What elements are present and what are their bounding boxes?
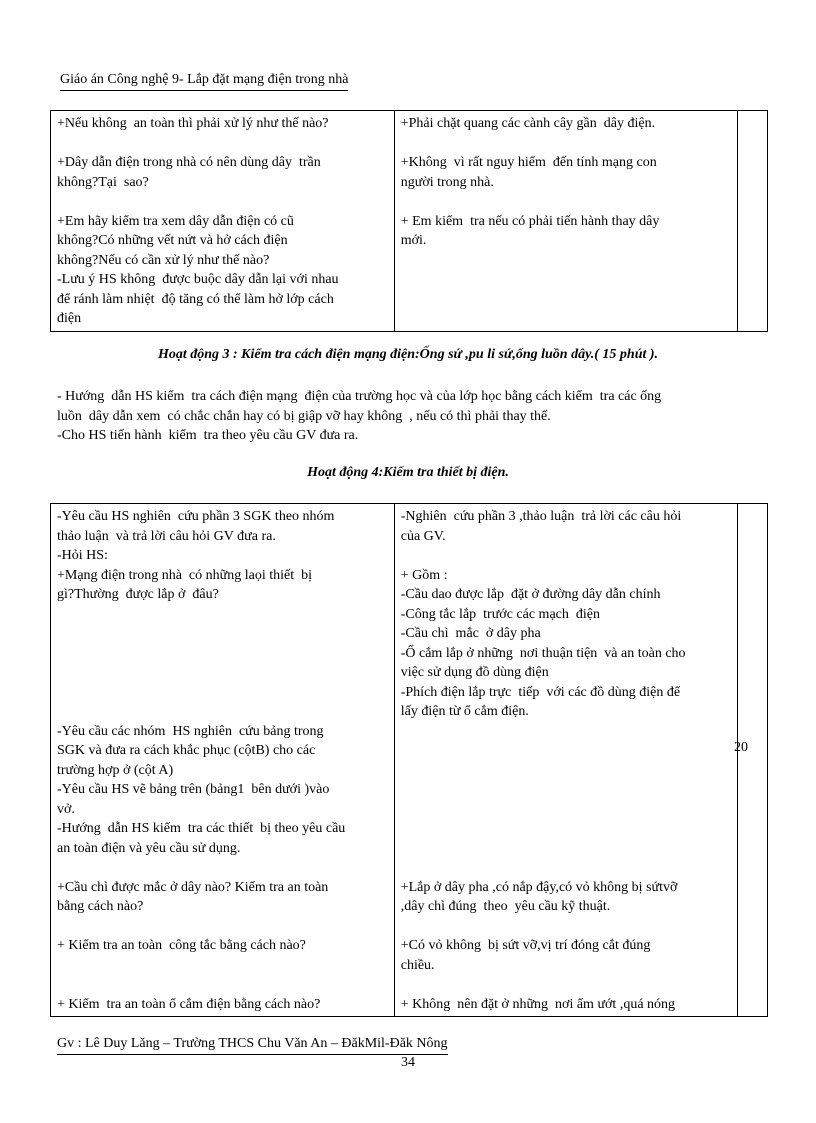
text-line: [401, 858, 732, 878]
text-line: -Yêu cầu HS vẽ bảng trên (bảng1 bên dưới )vào: [57, 782, 330, 797]
activity-3-heading: Hoạt động 3 : Kiểm tra cách điện mạng điện:Ống sứ ,pu li sứ,ống luồn dây.( 15 phút ).: [157, 347, 659, 362]
text-line: -Yêu cầu HS nghiên cứu phần 3 SGK theo nhóm: [57, 509, 335, 524]
time-cell: [738, 504, 768, 1017]
text-line: +Không vì rất nguy hiểm đến tính mạng con: [400, 155, 657, 170]
text-line: + Kiểm tra an toàn công tắc bằng cách nào?: [57, 938, 306, 953]
lesson-table-2: [50, 503, 768, 1017]
teacher-activity-lines: [57, 114, 388, 329]
text-line: -Hướng dẫn HS kiểm tra các thiết bị theo yêu cầu: [57, 821, 346, 836]
page-number: 34: [401, 1055, 415, 1070]
student-activity-lines: [401, 114, 732, 251]
text-line: + Không nên đặt ở những nơi ẩm ướt ,quá nóng: [400, 996, 676, 1012]
text-line: [57, 663, 388, 683]
text-line: +Em hãy kiểm tra xem dây dẫn điện có cũ: [57, 213, 294, 229]
text-line: [57, 683, 388, 703]
text-line: +Dây dẫn điện trong nhà có nên dùng dây trần: [57, 155, 321, 170]
text-line: [401, 839, 732, 859]
text-line: + Kiểm tra an toàn ổ cắm điện bằng cách nào?: [57, 996, 321, 1012]
text-line: điện: [57, 311, 82, 326]
text-line: -Hỏi HS:: [57, 548, 108, 563]
teacher-activity-cell: [51, 504, 395, 1017]
text-line: [401, 134, 732, 154]
page-header: Giáo án Công nghệ 9- Lắp đặt mạng điện trong nhà: [60, 72, 348, 91]
activity-4-heading: Hoạt động 4:Kiểm tra thiết bị điện.: [307, 465, 509, 480]
lesson-table-1: [50, 110, 768, 332]
text-line: [57, 917, 388, 937]
text-line: [57, 624, 388, 644]
text-line: không?Nếu có cần xử lý như thế nào?: [57, 252, 270, 268]
text-line: [401, 917, 732, 937]
text-line: +Phải chặt quang các cành cây gần dây điện.: [400, 116, 656, 131]
teacher-activity-lines: [57, 507, 388, 1014]
text-line: [57, 644, 388, 664]
student-activity-lines: [401, 507, 732, 1014]
text-line: [57, 858, 388, 878]
text-line: [57, 702, 388, 722]
text-line: -Cho HS tiến hành kiểm tra theo yêu cầu GV đưa ra.: [57, 428, 359, 443]
text-line: + Em kiểm tra nếu có phải tiến hành thay dây: [400, 213, 660, 229]
text-line: [57, 956, 388, 976]
text-line: của GV.: [400, 528, 446, 544]
text-line: -Ổ cắm lắp ở những nơi thuận tiện và an toàn cho: [400, 645, 686, 661]
text-line: gì?Thường được lắp ở đâu?: [57, 587, 219, 602]
text-line: mới.: [400, 233, 427, 248]
text-line: - Hướng dẫn HS kiểm tra cách điện mạng điện của trường học và của lớp học bằng cách kiểm tra các ống: [57, 389, 662, 404]
text-line: [401, 546, 732, 566]
text-line: thảo luận và trả lời câu hỏi GV đưa ra.: [57, 528, 276, 544]
text-line: -Công tắc lắp trước các mạch điện: [400, 606, 600, 622]
text-line: bằng cách nào?: [57, 899, 144, 914]
text-line: [401, 800, 732, 820]
text-line: [401, 761, 732, 781]
text-line: +Có vỏ không bị sứt vỡ,vị trí đóng cắt đúng: [400, 938, 651, 953]
text-line: [401, 722, 732, 742]
text-line: luồn dây dẫn xem có chắc chắn hay có bị giập vỡ hay không , nếu có thì phải thay thế.: [57, 408, 551, 424]
text-line: trường hợp ở (cột A): [57, 762, 174, 778]
text-line: [401, 975, 732, 995]
text-line: +Lắp ở dây pha ,có nắp đậy,có vỏ không bị sứtvỡ: [400, 879, 678, 895]
text-line: [57, 975, 388, 995]
text-line: -Nghiên cứu phần 3 ,thảo luận trả lời các câu hỏi: [400, 509, 682, 524]
time-minutes: 20: [734, 740, 748, 755]
text-line: việc sử dụng đồ dùng điện: [400, 665, 549, 680]
time-cell: [738, 111, 768, 332]
text-line: +Nếu không an toàn thì phải xử lý như thế nào?: [57, 116, 329, 131]
text-line: -Cầu dao được lắp đặt ở đường dây dẫn chính: [400, 587, 661, 602]
activity-3-text: [57, 387, 757, 446]
text-line: không?Có những vết nứt và hở cách điện: [57, 233, 288, 248]
text-line: lấy điện từ ổ cắm điện.: [400, 704, 529, 719]
teacher-activity-cell: [51, 111, 395, 332]
text-line: an toàn điện và yêu cầu sử dụng.: [57, 840, 241, 856]
page-footer: Gv : Lê Duy Lăng – Trường THCS Chu Văn An – ĐăkMil-Đăk Nông: [57, 1036, 448, 1055]
text-line: [401, 780, 732, 800]
student-activity-cell: [394, 111, 738, 332]
text-line: để ránh làm nhiệt độ tăng có thể làm hở lớp cách: [57, 291, 334, 307]
text-line: [401, 192, 732, 212]
student-activity-cell: [394, 504, 738, 1017]
text-line: [401, 741, 732, 761]
text-line: [57, 605, 388, 625]
text-line: -Cầu chì mắc ở dây pha: [400, 626, 541, 641]
text-line: +Mạng điện trong nhà có những laọi thiết bị: [57, 567, 312, 583]
text-line: [401, 819, 732, 839]
text-line: người trong nhà.: [400, 174, 494, 190]
text-line: -Lưu ý HS không được buộc dây dẫn lại với nhau: [57, 272, 339, 287]
text-line: -Phích điện lắp trực tiếp với các đồ dùng điện để: [400, 684, 681, 700]
text-line: [57, 192, 388, 212]
text-line: ,dây chì đúng theo yêu cầu kỹ thuật.: [400, 899, 611, 914]
text-line: chiều.: [400, 957, 435, 973]
text-line: -Yêu cầu các nhóm HS nghiên cứu bảng trong: [57, 723, 324, 739]
text-line: SGK và đưa ra cách khắc phục (cộtB) cho các: [57, 743, 316, 758]
text-line: không?Tại sao?: [57, 174, 149, 190]
text-line: vở.: [57, 801, 75, 817]
text-line: + Gồm :: [400, 567, 448, 583]
text-line: [57, 134, 388, 154]
text-line: +Cầu chì được mắc ở dây nào? Kiểm tra an toàn: [57, 879, 329, 895]
